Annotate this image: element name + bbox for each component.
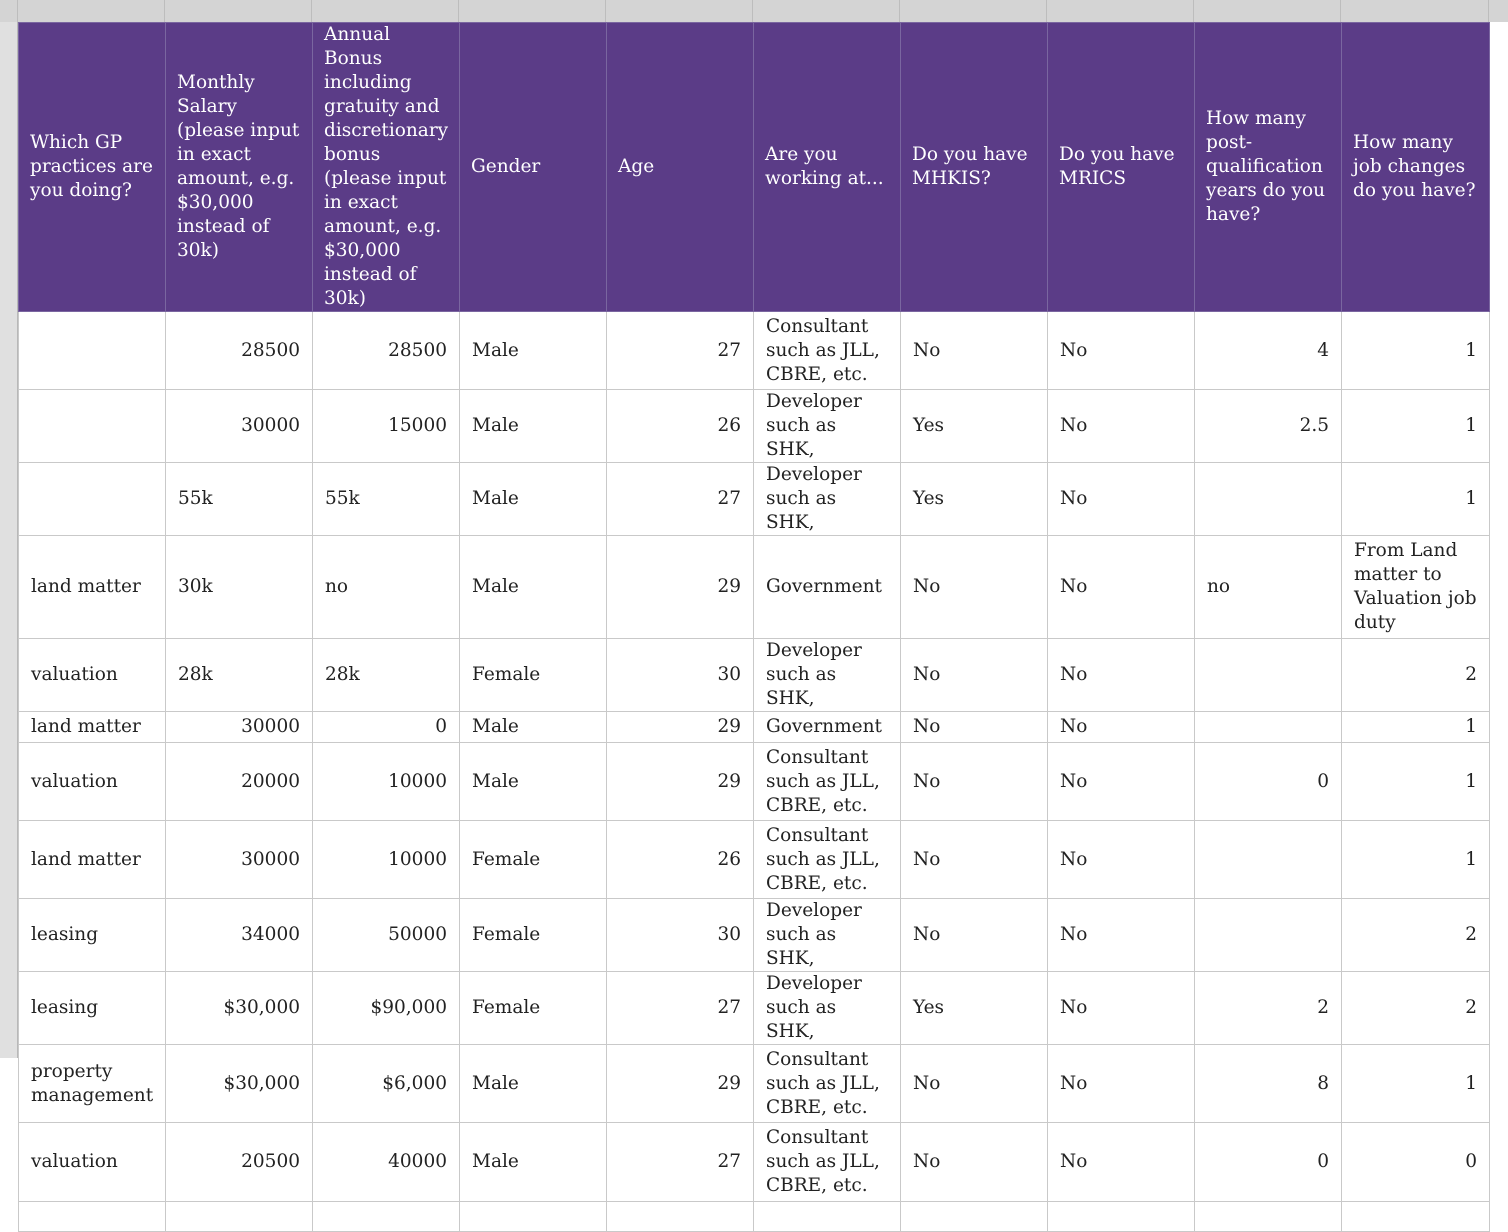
cell-salary[interactable]: 28500 [166, 312, 313, 390]
cell-mrics[interactable] [1048, 1202, 1195, 1232]
cell-gender[interactable]: Female [460, 972, 607, 1045]
cell-practice[interactable]: property management [19, 1045, 166, 1123]
cell-salary[interactable]: 20500 [166, 1123, 313, 1202]
header-cell[interactable]: Annual Bonus including gratuity and discretionary bonus (please input in exact amount, e.g. $30,000 instead of 30k) [313, 23, 460, 312]
cell-salary[interactable]: 28k [166, 639, 313, 712]
cell-age[interactable]: 29 [607, 743, 754, 821]
cell-employer[interactable]: Developer such as SHK, [754, 463, 901, 536]
cell-age[interactable]: 27 [607, 972, 754, 1045]
cell-age[interactable]: 27 [607, 312, 754, 390]
cell-age[interactable]: 27 [607, 463, 754, 536]
cell-mhkis[interactable]: No [901, 821, 1048, 899]
table-row [19, 821, 1490, 899]
cell-mrics[interactable]: No [1048, 1045, 1195, 1123]
cell-practice[interactable]: leasing [19, 972, 166, 1045]
cell-practice[interactable]: land matter [19, 712, 166, 743]
cell-salary[interactable]: $30,000 [166, 1045, 313, 1123]
cell-age[interactable]: 30 [607, 639, 754, 712]
cell-age[interactable]: 27 [607, 1123, 754, 1202]
cell-employer[interactable]: Consultant such as JLL, CBRE, etc. [754, 1123, 901, 1202]
table-row [19, 312, 1490, 390]
cell-pq-years[interactable] [1195, 821, 1342, 899]
cell-pq-years[interactable]: 0 [1195, 743, 1342, 821]
cell-employer[interactable] [754, 1202, 901, 1232]
cell-gender[interactable]: Male [460, 1045, 607, 1123]
sheet-right-margin [1489, 22, 1508, 1058]
cell-job-changes[interactable] [1342, 1202, 1490, 1232]
cell-salary[interactable]: 30000 [166, 821, 313, 899]
header-cell[interactable]: Are you working at... [754, 23, 901, 312]
cell-job-changes[interactable]: 1 [1342, 463, 1490, 536]
cell-practice[interactable]: valuation [19, 639, 166, 712]
header-cell[interactable]: Gender [460, 23, 607, 312]
cell-practice[interactable]: leasing [19, 899, 166, 972]
cell-mrics[interactable]: No [1048, 536, 1195, 639]
cell-pq-years[interactable]: 8 [1195, 1045, 1342, 1123]
cell-mhkis[interactable] [901, 1202, 1048, 1232]
cell-pq-years[interactable]: 0 [1195, 1123, 1342, 1202]
cell-job-changes[interactable]: 2 [1342, 899, 1490, 972]
cell-job-changes[interactable]: 1 [1342, 821, 1490, 899]
cell-age[interactable]: 29 [607, 1045, 754, 1123]
cell-bonus[interactable]: 55k [313, 463, 460, 536]
cell-job-changes[interactable]: 1 [1342, 743, 1490, 821]
cell-employer[interactable]: Developer such as SHK, [754, 899, 901, 972]
cell-salary[interactable] [166, 1202, 313, 1232]
header-cell[interactable]: Which GP practices are you doing? [19, 23, 166, 312]
cell-age[interactable]: 26 [607, 390, 754, 463]
cell-pq-years[interactable] [1195, 712, 1342, 743]
cell-employer[interactable]: Government [754, 712, 901, 743]
cell-pq-years[interactable] [1195, 899, 1342, 972]
cell-employer[interactable]: Consultant such as JLL, CBRE, etc. [754, 821, 901, 899]
cell-practice[interactable]: land matter [19, 821, 166, 899]
cell-mrics[interactable]: No [1048, 743, 1195, 821]
cell-gender[interactable]: Male [460, 536, 607, 639]
cell-practice[interactable] [19, 390, 166, 463]
cell-salary[interactable]: 55k [166, 463, 313, 536]
cell-mhkis[interactable]: No [901, 712, 1048, 743]
table-row [19, 390, 1490, 463]
header-cell[interactable]: Do you have MRICS [1048, 23, 1195, 312]
cell-employer[interactable]: Consultant such as JLL, CBRE, etc. [754, 312, 901, 390]
cell-mrics[interactable]: No [1048, 463, 1195, 536]
column-header-bar[interactable] [0, 0, 1508, 23]
cell-gender[interactable]: Female [460, 639, 607, 712]
cell-bonus[interactable]: 10000 [313, 743, 460, 821]
cell-employer[interactable]: Developer such as SHK, [754, 390, 901, 463]
cell-mrics[interactable]: No [1048, 899, 1195, 972]
cell-practice[interactable] [19, 463, 166, 536]
cell-gender[interactable] [460, 1202, 607, 1232]
cell-age[interactable]: 26 [607, 821, 754, 899]
header-cell[interactable]: Do you have MHKIS? [901, 23, 1048, 312]
cell-employer[interactable]: Developer such as SHK, [754, 639, 901, 712]
cell-practice[interactable] [19, 312, 166, 390]
table-row [19, 712, 1490, 743]
cell-practice[interactable] [19, 1202, 166, 1232]
cell-gender[interactable]: Male [460, 463, 607, 536]
cell-bonus[interactable] [313, 1202, 460, 1232]
cell-gender[interactable]: Male [460, 1123, 607, 1202]
cell-job-changes[interactable]: 0 [1342, 1123, 1490, 1202]
table-row [19, 1123, 1490, 1202]
cell-employer[interactable]: Consultant such as JLL, CBRE, etc. [754, 1045, 901, 1123]
cell-pq-years[interactable]: 2 [1195, 972, 1342, 1045]
cell-employer[interactable]: Government [754, 536, 901, 639]
table-row [19, 639, 1490, 712]
cell-practice[interactable]: valuation [19, 1123, 166, 1202]
cell-gender[interactable]: Male [460, 743, 607, 821]
cell-mhkis[interactable]: Yes [901, 390, 1048, 463]
cell-bonus[interactable]: no [313, 536, 460, 639]
cell-bonus[interactable]: 15000 [313, 390, 460, 463]
cell-mhkis[interactable]: Yes [901, 463, 1048, 536]
table-row [19, 536, 1490, 639]
survey-table [18, 22, 1490, 1232]
cell-bonus[interactable]: 0 [313, 712, 460, 743]
cell-gender[interactable]: Male [460, 312, 607, 390]
table-row [19, 972, 1490, 1045]
cell-mrics[interactable]: No [1048, 821, 1195, 899]
cell-job-changes[interactable]: 1 [1342, 390, 1490, 463]
cell-pq-years[interactable] [1195, 463, 1342, 536]
header-row [19, 23, 1490, 312]
cell-pq-years[interactable]: no [1195, 536, 1342, 639]
cell-mhkis[interactable]: No [901, 1045, 1048, 1123]
cell-mhkis[interactable]: No [901, 536, 1048, 639]
cell-salary[interactable]: 20000 [166, 743, 313, 821]
cell-age[interactable]: 30 [607, 899, 754, 972]
cell-mhkis[interactable]: No [901, 743, 1048, 821]
cell-mrics[interactable]: No [1048, 390, 1195, 463]
cell-bonus[interactable]: 40000 [313, 1123, 460, 1202]
cell-salary[interactable]: 30000 [166, 390, 313, 463]
cell-salary[interactable]: 30k [166, 536, 313, 639]
cell-salary[interactable]: 30000 [166, 712, 313, 743]
cell-pq-years[interactable] [1195, 1202, 1342, 1232]
cell-mrics[interactable]: No [1048, 1123, 1195, 1202]
cell-mhkis[interactable]: No [901, 312, 1048, 390]
cell-gender[interactable]: Female [460, 899, 607, 972]
cell-mhkis[interactable]: No [901, 639, 1048, 712]
cell-bonus[interactable]: $6,000 [313, 1045, 460, 1123]
cell-job-changes[interactable]: 2 [1342, 639, 1490, 712]
cell-bonus[interactable]: 50000 [313, 899, 460, 972]
table-row [19, 463, 1490, 536]
cell-gender[interactable]: Female [460, 821, 607, 899]
cell-mrics[interactable]: No [1048, 972, 1195, 1045]
cell-gender[interactable]: Male [460, 712, 607, 743]
cell-mhkis[interactable]: No [901, 899, 1048, 972]
header-cell[interactable]: Age [607, 23, 754, 312]
cell-job-changes[interactable]: 1 [1342, 312, 1490, 390]
cell-employer[interactable]: Developer such as SHK, [754, 972, 901, 1045]
cell-pq-years[interactable]: 2.5 [1195, 390, 1342, 463]
cell-mrics[interactable]: No [1048, 639, 1195, 712]
cell-salary[interactable]: $30,000 [166, 972, 313, 1045]
header-cell[interactable]: Monthly Salary (please input in exact amount, e.g. $30,000 instead of 30k) [166, 23, 313, 312]
cell-bonus[interactable]: 28500 [313, 312, 460, 390]
table-row [19, 1045, 1490, 1123]
cell-job-changes[interactable]: From Land matter to Valuation job duty [1342, 536, 1490, 639]
cell-pq-years[interactable] [1195, 639, 1342, 712]
cell-pq-years[interactable]: 4 [1195, 312, 1342, 390]
cell-job-changes[interactable]: 1 [1342, 712, 1490, 743]
cell-job-changes[interactable]: 2 [1342, 972, 1490, 1045]
cell-employer[interactable]: Consultant such as JLL, CBRE, etc. [754, 743, 901, 821]
cell-age[interactable] [607, 1202, 754, 1232]
table-row [19, 899, 1490, 972]
cell-practice[interactable]: valuation [19, 743, 166, 821]
cell-mrics[interactable]: No [1048, 712, 1195, 743]
cell-salary[interactable]: 34000 [166, 899, 313, 972]
cell-bonus[interactable]: 28k [313, 639, 460, 712]
cell-bonus[interactable]: 10000 [313, 821, 460, 899]
cell-age[interactable]: 29 [607, 536, 754, 639]
header-cell[interactable]: How many post-qualification years do you have? [1195, 23, 1342, 312]
cell-mhkis[interactable]: No [901, 1123, 1048, 1202]
cell-gender[interactable]: Male [460, 390, 607, 463]
cell-age[interactable]: 29 [607, 712, 754, 743]
table-row [19, 1202, 1490, 1232]
header-cell[interactable]: How many job changes do you have? [1342, 23, 1490, 312]
row-header-bar[interactable] [0, 22, 18, 1058]
cell-job-changes[interactable]: 1 [1342, 1045, 1490, 1123]
cell-mrics[interactable]: No [1048, 312, 1195, 390]
table-row [19, 743, 1490, 821]
cell-mhkis[interactable]: Yes [901, 972, 1048, 1045]
cell-practice[interactable]: land matter [19, 536, 166, 639]
cell-bonus[interactable]: $90,000 [313, 972, 460, 1045]
